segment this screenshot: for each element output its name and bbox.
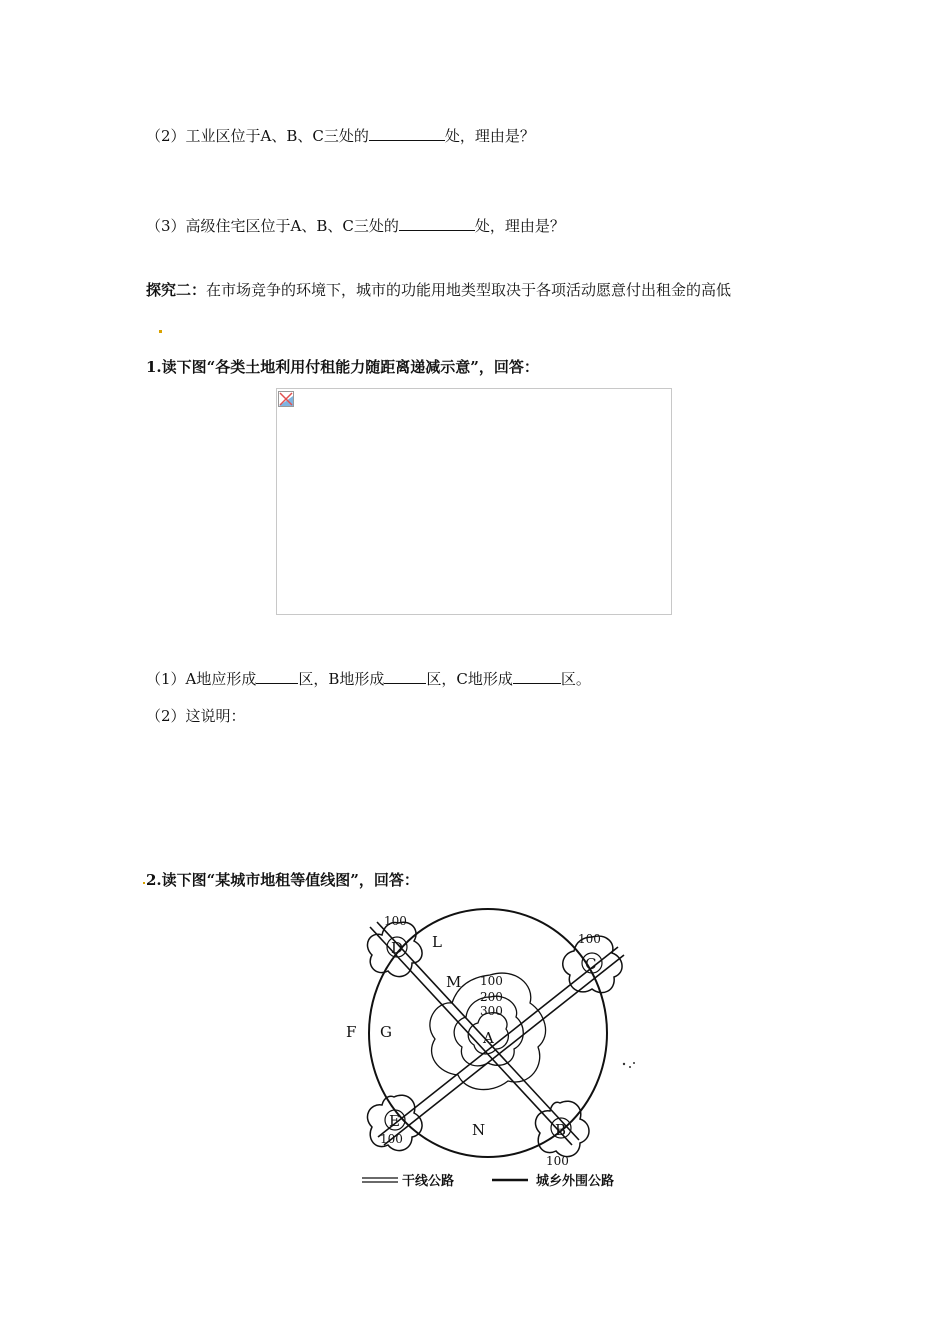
- contour-label: 100: [546, 1154, 569, 1168]
- question-part: 区，B地形成: [298, 670, 385, 688]
- broken-image-icon: [278, 391, 294, 407]
- question-prefix: （3）高级住宅区位于A、B、C三处的: [146, 217, 399, 235]
- zone-label-m: M: [446, 973, 462, 991]
- node-label-a: A: [483, 1029, 494, 1047]
- legend-ring-road: 城乡外围公路: [536, 1174, 615, 1189]
- task-one-title: 1.读下图“各类土地利用付租能力随距离递减示意”，回答：: [146, 358, 539, 376]
- marker-dot: [159, 330, 162, 333]
- inquiry-heading: 探究二：: [146, 281, 207, 299]
- legend-trunk-road: 干线公路: [402, 1174, 455, 1189]
- answer-blank[interactable]: [384, 669, 426, 684]
- node-label-d: D: [391, 939, 404, 957]
- zone-label-g: G: [380, 1023, 392, 1041]
- inquiry-two: [146, 280, 731, 300]
- task-one-question-two: （2）这说明：: [146, 707, 246, 725]
- node-label-b: B: [555, 1121, 567, 1139]
- answer-blank[interactable]: [369, 126, 445, 141]
- contour-label: 100: [380, 1132, 403, 1146]
- land-rent-isoline-map: [340, 905, 640, 1195]
- node-label-c: C: [585, 955, 597, 973]
- answer-blank[interactable]: [399, 216, 475, 231]
- node-label-e: E: [389, 1112, 400, 1130]
- contour-label: 100: [578, 932, 601, 946]
- answer-blank[interactable]: [256, 669, 298, 684]
- question-part: （1）A地应形成: [146, 670, 257, 688]
- question-residential-zone: [146, 216, 565, 236]
- task-two-title: 2.读下图“某城市地租等值线图”，回答：: [146, 871, 419, 889]
- inquiry-text: 在市场竞争的环境下，城市的功能用地类型取决于各项活动愿意付出租金的高低: [206, 281, 732, 299]
- contour-label: 100: [384, 914, 407, 928]
- answer-blank[interactable]: [513, 669, 561, 684]
- zone-label-n: N: [472, 1121, 486, 1139]
- question-suffix: 处，理由是？: [444, 127, 535, 145]
- contour-label: 100: [480, 974, 503, 988]
- question-suffix: 处，理由是？: [474, 217, 565, 235]
- map-legend: [362, 1173, 614, 1189]
- zone-label-l: L: [432, 933, 442, 951]
- broken-image-placeholder: [276, 388, 672, 615]
- question-part: 区，C地形成: [426, 670, 513, 688]
- task-one-question-one: [146, 669, 591, 689]
- question-part: 区。: [560, 670, 591, 688]
- question-industry-zone: [146, 126, 535, 146]
- marker-dot: [143, 882, 145, 884]
- zone-label-f: F: [346, 1023, 357, 1041]
- question-prefix: （2）工业区位于A、B、C三处的: [146, 127, 369, 145]
- contour-label: 300: [480, 1004, 503, 1018]
- contour-label: 200: [480, 990, 503, 1004]
